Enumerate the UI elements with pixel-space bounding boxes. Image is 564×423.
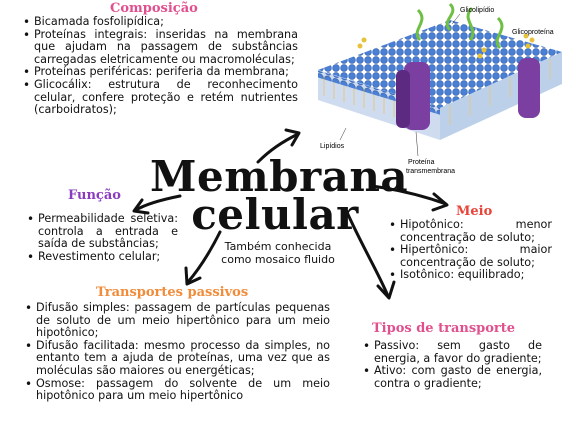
list-item: • Proteínas periféricas: periferia da membrana; <box>22 66 298 79</box>
list-item: • Proteínas integrais: inseridas na membrana que ajudam na passagem de substâncias carregadas eletricamente ou macromoléculas; <box>22 29 298 67</box>
label-glicolipidio: Glicolipídio <box>460 7 495 14</box>
list-item: • Glicocálix: estrutura de reconhecimento celular, confere proteção e retém nutrientes (carboidratos); <box>22 79 298 117</box>
list-item: • Passivo: sem gasto de energia, a favor do gradiente; <box>362 340 542 365</box>
title-line-2: celular <box>191 190 359 239</box>
tipos-list <box>362 340 542 390</box>
meio-list <box>388 219 552 282</box>
list-item: • Osmose: passagem do solvente de um meio hipotônico para um meio hipertônico <box>24 378 330 403</box>
list-item: • Isotônico: equilibrado; <box>388 269 552 282</box>
list-item: • Bicamada fosfolipídica; <box>22 16 298 29</box>
page-title <box>150 152 409 239</box>
composicao-title: Composição <box>110 1 198 16</box>
list-item: • Ativo: com gasto de energia, contra o gradiente; <box>362 365 542 390</box>
list-item: • Permeabilidade seletiva: controla a entrada e saída de substâncias; <box>26 213 178 251</box>
note-line-2: como mosaico fluido <box>221 253 335 266</box>
list-item: • Difusão facilitada: mesmo processo da simples, no entanto tem a ajuda de proteínas, uma vez que as moléculas são maiores ou energéticas; <box>24 340 330 378</box>
funcao-title: Função <box>68 188 121 203</box>
transportes-list <box>24 302 330 403</box>
composicao-list <box>22 16 298 117</box>
meio-title: Meio <box>456 204 493 219</box>
list-item: • Hipertônico: maior concentração de soluto; <box>388 244 552 269</box>
list-item: • Hipotônico: menor concentração de soluto; <box>388 219 552 244</box>
label-proteina: Proteína <box>408 159 435 166</box>
list-item: • Difusão simples: passagem de partículas pequenas de soluto de um meio hipertônico para um meio hipotônico; <box>24 302 330 340</box>
title-line-1: Membrana <box>150 152 409 201</box>
list-item: • Revestimento celular; <box>26 251 178 264</box>
funcao-list <box>26 213 178 263</box>
mosaic-note <box>208 240 348 266</box>
label-transmembrana: transmembrana <box>406 168 456 175</box>
transportes-title: Transportes passivos <box>96 285 249 300</box>
tipos-title: Tipos de transporte <box>372 321 516 336</box>
label-glicoproteina: Glicoproteína <box>512 29 554 36</box>
label-lipidios: Lipídios <box>320 143 345 150</box>
note-line-1: Também conhecida <box>224 240 332 253</box>
